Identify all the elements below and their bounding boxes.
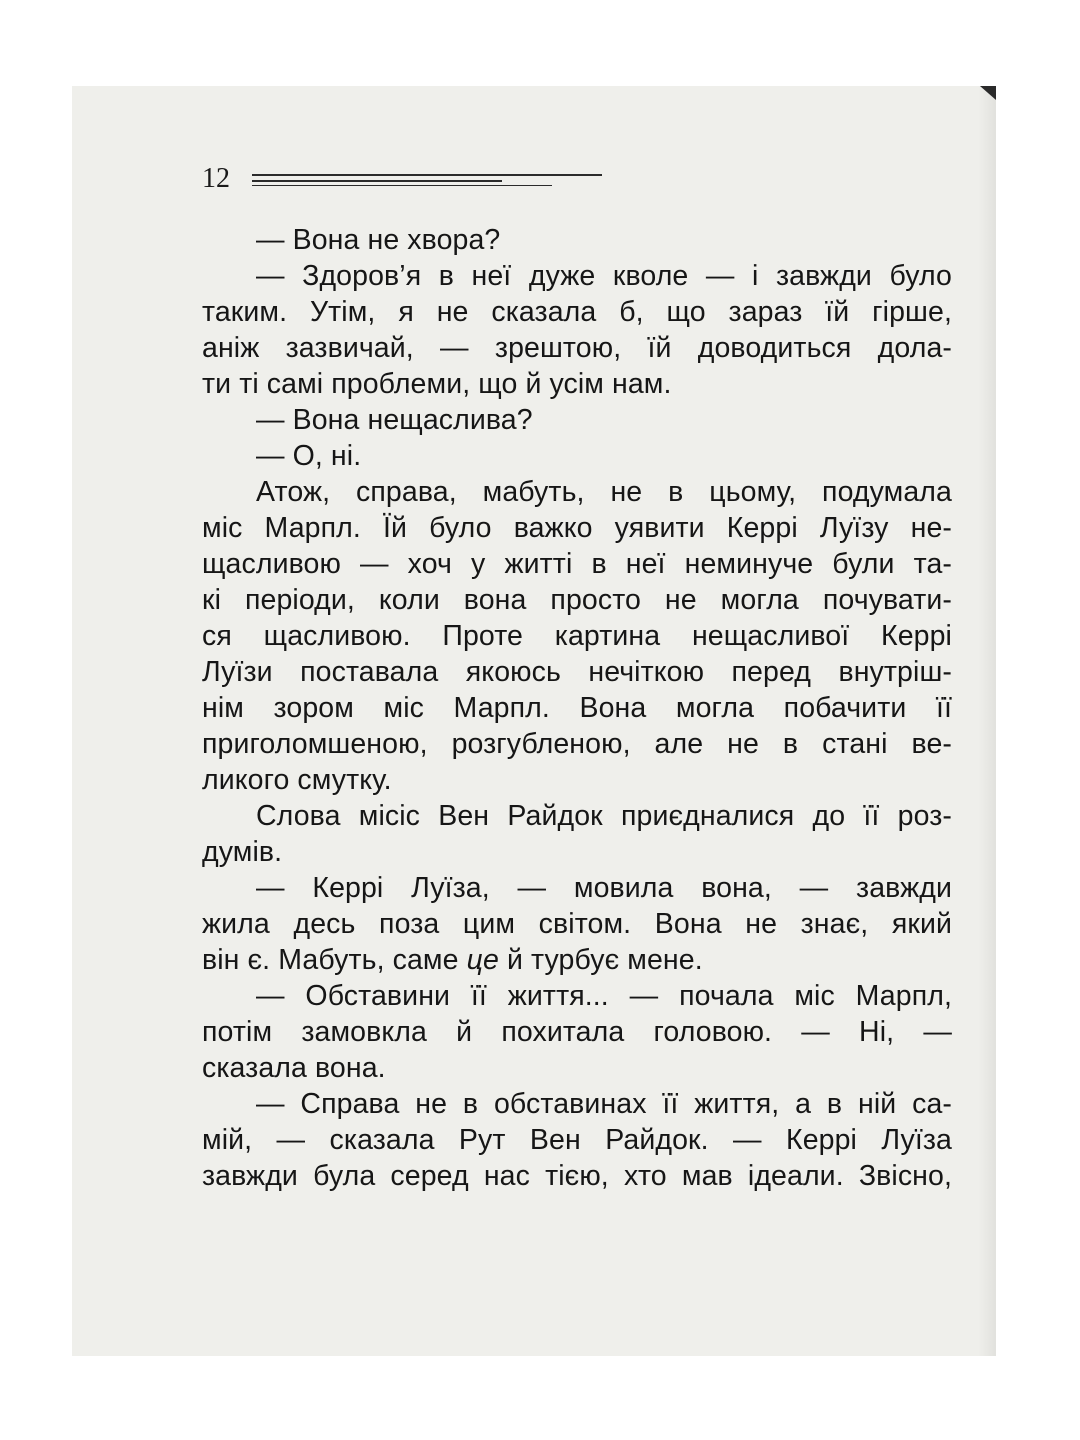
text-line [202,1014,952,1050]
text-segment: — Обставини її життя... — почала міс Марпл, [256,980,952,1012]
page-number: 12 [202,163,230,194]
text-segment: таким. Утім, я не сказала б, що зараз їй гірше, [202,296,952,328]
text-line [202,546,952,582]
text-line [202,1158,952,1194]
body-text [202,222,952,1194]
text-segment: Атож, справа, мабуть, не в цьому, подумала [256,476,952,508]
text-segment: щасливою — хоч у житті в неї неминуче були та- [202,548,952,580]
text-segment: Слова місіс Вен Райдок приєдналися до її роз- [256,800,952,832]
text-segment: — О, ні. [256,440,362,472]
text-line [202,474,952,510]
emphasis-text: це [466,944,499,976]
text-segment: кі періоди, коли вона просто не могла почувати- [202,584,952,616]
text-segment: ся щасливою. Проте картина нещасливої Керрі [202,620,952,652]
text-segment: ти ті самі проблеми, що й усім нам. [202,368,672,400]
text-segment: — Керрі Луїза, — мовила вона, — завжди [256,872,952,904]
text-line [202,618,952,654]
text-segment: Луїзи поставала якоюсь нечіткою перед внутріш- [202,656,952,688]
text-line [202,366,952,402]
text-line [202,258,952,294]
text-line [202,726,952,762]
text-segment: жила десь поза цим світом. Вона не знає, який [202,908,952,940]
text-line [202,870,952,906]
header-rule-line [252,180,502,182]
text-segment: — Здоров’я в неї дуже кволе — і завжди було [256,260,952,292]
text-line [202,690,952,726]
text-line [202,330,952,366]
text-line [202,762,952,798]
text-line [202,1122,952,1158]
text-segment: мій, — сказала Рут Вен Райдок. — Керрі Луїза [202,1124,952,1156]
text-segment: потім замовкла й похитала головою. — Ні, — [202,1016,952,1048]
text-segment: й турбує мене. [498,944,703,976]
text-segment: аніж зазвичай, — зрештою, їй доводиться дола- [202,332,952,364]
text-segment: — Справа не в обставинах її життя, а в ній са- [256,1088,952,1120]
text-line [202,1086,952,1122]
text-line [202,834,952,870]
text-line [202,510,952,546]
text-segment: він є. Мабуть, саме [202,944,467,976]
text-line [202,798,952,834]
text-segment: приголомшеною, розгубленою, але не в стані ве- [202,728,952,760]
text-line [202,294,952,330]
text-line [202,906,952,942]
text-line [202,582,952,618]
text-line [202,978,952,1014]
text-segment: завжди була серед нас тією, хто мав ідеали. Звісно, [202,1160,952,1192]
header-rule-line [252,185,552,186]
running-header [202,164,602,194]
header-rule-line [252,174,602,176]
text-segment: нім зором міс Марпл. Вона могла побачити її [202,692,952,724]
book-page [72,86,996,1356]
text-segment: — Вона нещаслива? [256,404,533,436]
text-line [202,654,952,690]
page-edge-shadow [978,86,996,1356]
text-line [202,942,952,978]
text-segment: міс Марпл. Їй було важко уявити Керрі Луїзу не- [202,512,952,544]
text-segment: ликого смутку. [202,764,392,796]
text-segment: сказала вона. [202,1052,386,1084]
text-line [202,402,952,438]
text-segment: думів. [202,836,283,868]
text-line [202,1050,952,1086]
text-line [202,438,952,474]
text-segment: — Вона не хвора? [256,224,501,256]
text-line [202,222,952,258]
